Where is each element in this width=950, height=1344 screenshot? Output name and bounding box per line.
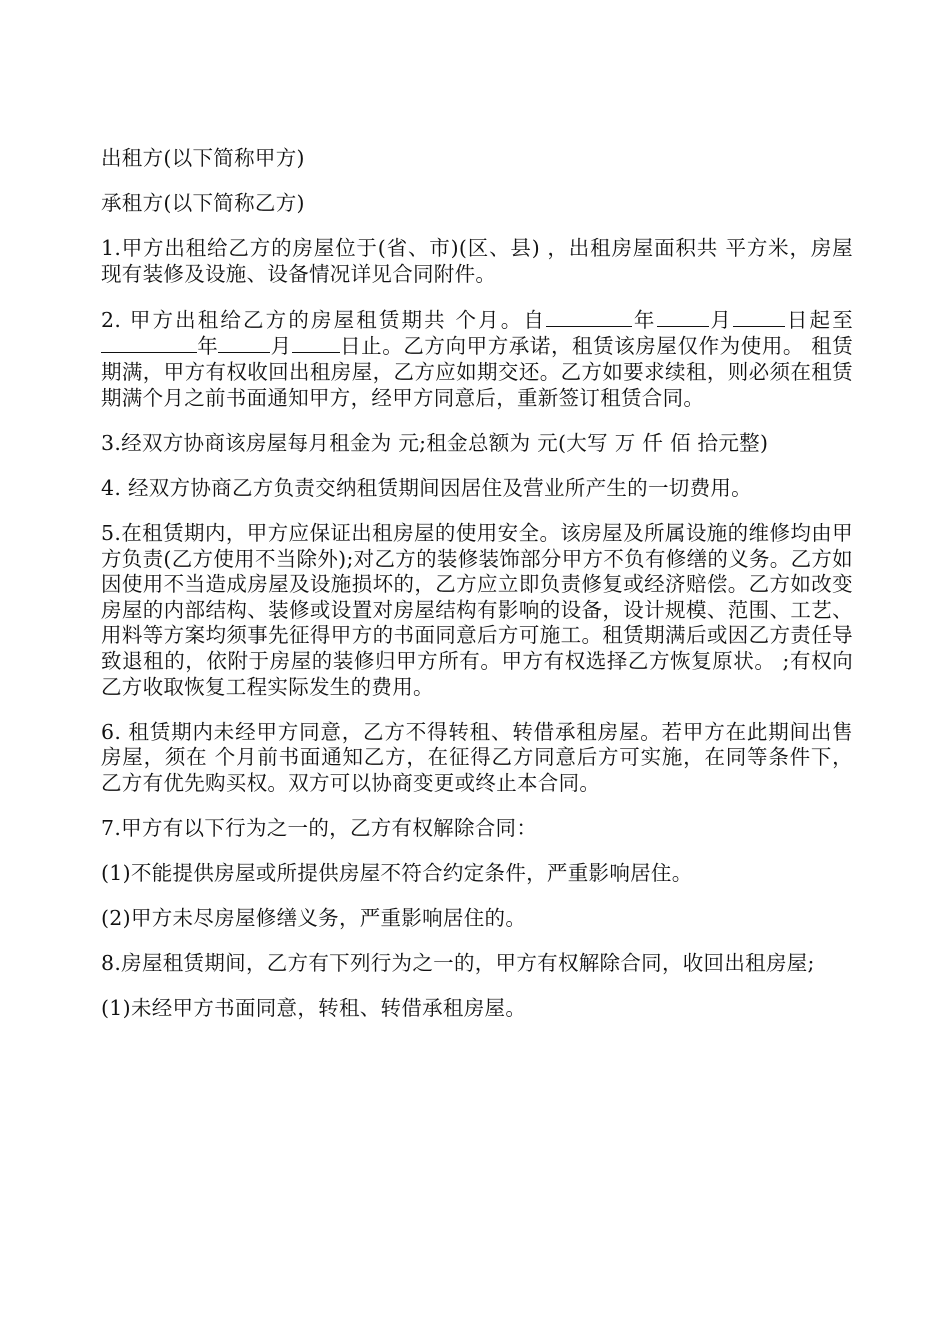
clause-4: 4. 经双方协商乙方负责交纳租赁期间因居住及营业所产生的一切费用。	[101, 475, 752, 500]
clause-2	[101, 307, 853, 411]
clause-3: 3.经双方协商该房屋每月租金为 元;租金总额为 元(大写 万 仟 佰 拾元整)	[101, 430, 769, 455]
clause-1: 1.甲方出租给乙方的房屋位于(省、市)(区、县) ，出租房屋面积共 平方米，房屋现有装修及设施、设备情况详见合同附件。	[101, 236, 853, 286]
clause-2-body: 乙方向甲方承诺，租赁该房屋仅作为使用。 租赁期满，甲方有权收回出租房屋，乙方应如期交还。乙方如要求续租，则必须在租赁期满个月之前书面通知甲方，经甲方同意后，重新签订租赁合同。	[101, 334, 854, 410]
start-day-label: 日起至	[785, 307, 853, 332]
clause-8-item-1: (1)未经甲方书面同意，转租、转借承租房屋。	[101, 996, 527, 1021]
start-month-label: 月	[708, 307, 734, 332]
clause-7-item-2: (2)甲方未尽房屋修缮义务，严重影响居住的。	[101, 906, 527, 931]
clause-6: 6. 租赁期内未经甲方同意，乙方不得转租、转借承租房屋。若甲方在此期间出售房屋，须在 个月前书面通知乙方，在征得乙方同意后方可实施，在同等条件下，乙方有优先购买权。双方可以协商变更或终止本合同。	[101, 719, 853, 795]
end-day-blank	[292, 333, 340, 353]
start-month-blank	[657, 307, 709, 327]
lessee-line: 承租方(以下简称乙方)	[101, 191, 305, 216]
start-day-blank	[733, 307, 785, 327]
contract-page	[101, 146, 853, 1041]
end-year-blank	[101, 333, 197, 353]
clause-5: 5.在租赁期内，甲方应保证出租房屋的使用安全。该房屋及所属设施的维修均由甲方负责(乙方使用不当除外);对乙方的装修装饰部分甲方不负有修缮的义务。乙方如因使用不当造成房屋及设施损坏的，乙方应立即负责修复或经济赔偿。乙方如改变房屋的内部结构、装修或设置对房屋结构有影响的设备，设计规模、范围、工艺、用料等方案均须事先征得甲方的书面同意后方可施工。租赁期满后或因乙方责任导致退租的，依附于房屋的装修归甲方所有。甲方有权选择乙方恢复原状。 ;有权向乙方收取恢复工程实际发生的费用。	[101, 520, 853, 699]
clause-7-item-1: (1)不能提供房屋或所提供房屋不符合约定条件，严重影响居住。	[101, 860, 693, 885]
end-month-label: 月	[270, 334, 292, 359]
lessor-line: 出租方(以下简称甲方)	[101, 146, 305, 170]
start-year-label: 年	[632, 307, 657, 332]
end-month-blank	[218, 333, 270, 353]
clause-7: 7.甲方有以下行为之一的，乙方有权解除合同：	[101, 815, 538, 840]
end-year-label: 年	[197, 334, 219, 359]
end-day-label: 日止。	[339, 334, 404, 359]
start-year-blank	[546, 307, 632, 327]
clause-2-intro: 2. 甲方出租给乙方的房屋租赁期共 个月。自	[101, 307, 547, 332]
clause-8: 8.房屋租赁期间，乙方有下列行为之一的，甲方有权解除合同，收回出租房屋;	[101, 951, 815, 976]
